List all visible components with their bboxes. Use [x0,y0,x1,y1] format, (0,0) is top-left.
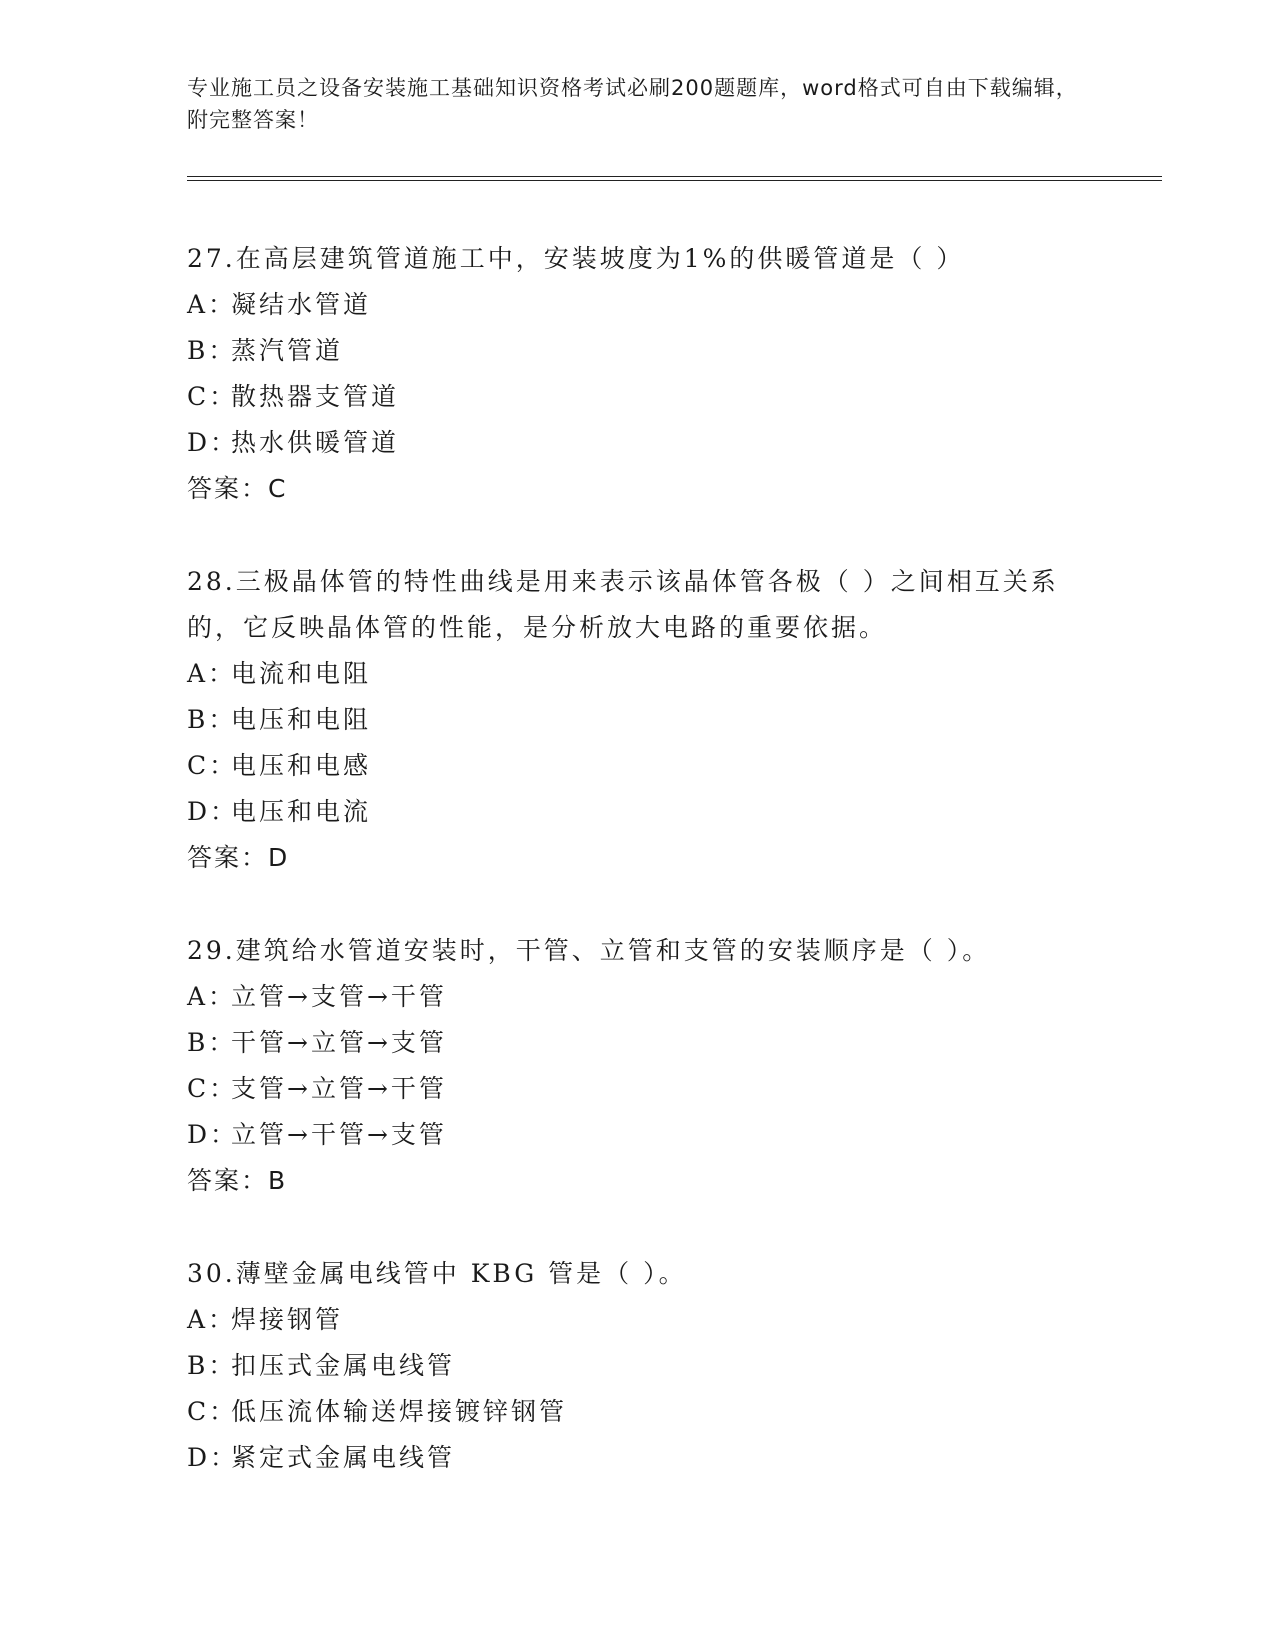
option-d [187,420,1087,466]
question-number: 29. [187,936,236,965]
option-text: 电压和电感 [231,751,372,780]
header-divider [187,176,1162,181]
answer-line: 答案：B [187,1166,288,1195]
option-a [187,1297,1087,1343]
question-stem [187,928,1087,974]
option-text: 蒸汽管道 [231,336,344,365]
option-key: B： [187,336,237,365]
option-b [187,697,1087,743]
option-text: 电压和电流 [231,797,372,826]
question-29 [187,928,1087,1204]
option-key: A： [187,1305,237,1334]
option-a [187,974,1087,1020]
option-key: B： [187,1028,237,1057]
option-d [187,1112,1087,1158]
question-stem [187,236,1087,282]
option-b [187,1020,1087,1066]
option-text: 立管→支管→干管 [231,982,447,1011]
option-d [187,1435,1087,1481]
option-key: A： [187,659,237,688]
option-b [187,328,1087,374]
option-text: 热水供暖管道 [231,428,400,457]
question-number: 28. [187,567,236,596]
option-text: 干管→立管→支管 [231,1028,447,1057]
option-a [187,651,1087,697]
option-key: C： [187,1074,238,1103]
option-key: D： [187,1443,239,1472]
question-number: 30. [187,1259,236,1288]
question-stem [187,559,1087,651]
option-key: D： [187,428,239,457]
option-key: B： [187,1351,237,1380]
option-text: 扣压式金属电线管 [231,1351,456,1380]
question-text: 建筑给水管道安装时，干管、立管和支管的安装顺序是（ ）。 [235,936,991,965]
option-key: D： [187,1120,239,1149]
question-stem [187,1251,1087,1297]
option-c [187,1389,1087,1435]
option-text: 电压和电阻 [231,705,372,734]
option-text: 电流和电阻 [231,659,372,688]
option-c [187,1066,1087,1112]
option-key: A： [187,290,237,319]
option-key: C： [187,382,238,411]
question-text: 在高层建筑管道施工中，安装坡度为1%的供暖管道是（ ） [235,244,965,273]
option-key: A： [187,982,237,1011]
option-c [187,743,1087,789]
option-text: 散热器支管道 [231,382,400,411]
option-a [187,282,1087,328]
answer-line: 答案：C [187,474,288,503]
option-text: 紧定式金属电线管 [231,1443,456,1472]
question-27 [187,236,1087,512]
option-text: 焊接钢管 [231,1305,344,1334]
question-list [187,236,1087,1528]
question-text: 三极晶体管的特性曲线是用来表示该晶体管各极（ ）之间相互关系的，它反映晶体管的性能，是分析放大电路的重要依据。 [187,567,1059,642]
page-header-title: 专业施工员之设备安装施工基础知识资格考试必刷200题题库，word格式可自由下载编辑，附完整答案！ [187,76,1078,132]
option-text: 立管→干管→支管 [231,1120,447,1149]
answer-line: 答案：D [187,843,290,872]
option-key: D： [187,797,239,826]
option-text: 支管→立管→干管 [231,1074,447,1103]
question-28 [187,559,1087,881]
option-key: C： [187,1397,238,1426]
question-30 [187,1251,1087,1481]
option-d [187,789,1087,835]
option-b [187,1343,1087,1389]
option-text: 低压流体输送焊接镀锌钢管 [231,1397,568,1426]
option-text: 凝结水管道 [231,290,372,319]
option-key: B： [187,705,237,734]
question-number: 27. [187,244,236,273]
option-key: C： [187,751,238,780]
option-c [187,374,1087,420]
question-text: 薄壁金属电线管中 KBG 管是（ ）。 [235,1259,687,1288]
